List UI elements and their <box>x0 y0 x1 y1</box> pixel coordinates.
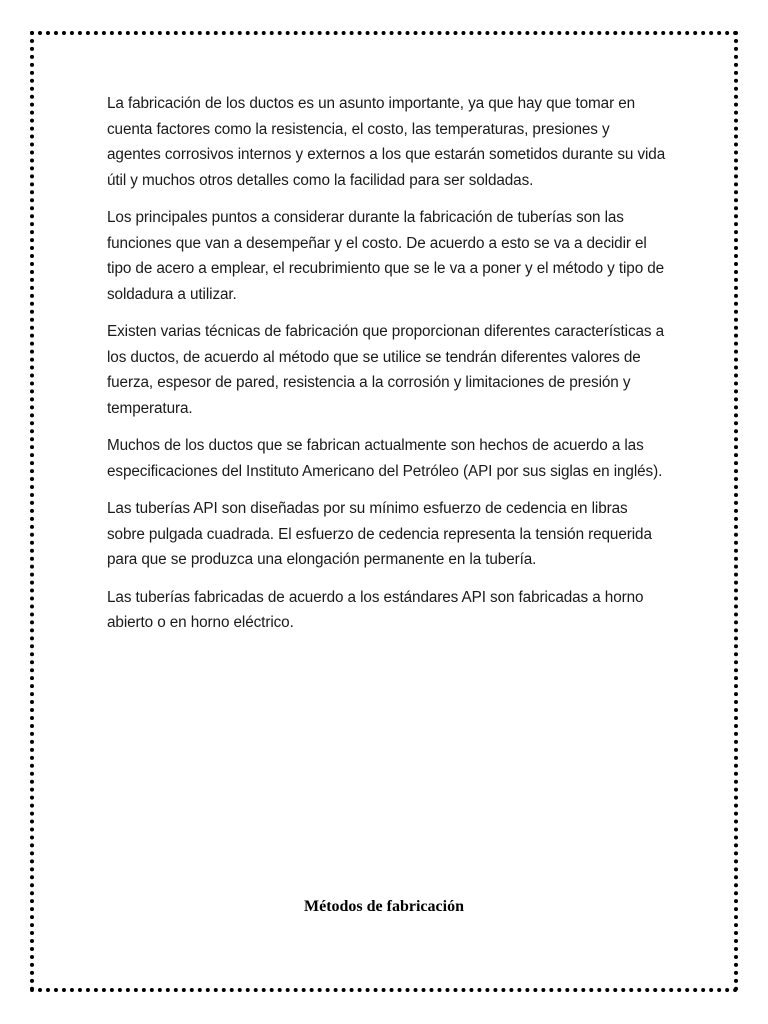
paragraph-4: Muchos de los ductos que se fabrican actualmente son hechos de acuerdo a las especificaciones del Instituto Americano del Petróleo (API por sus siglas en inglés). <box>107 437 663 480</box>
section-heading: Métodos de fabricación <box>304 898 464 915</box>
document-body <box>107 91 667 648</box>
paragraph-2: Los principales puntos a considerar durante la fabricación de tuberías son las funciones que van a desempeñar y el costo. De acuerdo a esto se va a decidir el tipo de acero a emplear, el recubrimiento que se le va a poner y el método y tipo de soldadura a utilizar. <box>107 209 665 303</box>
paragraph-3: Existen varias técnicas de fabricación que proporcionan diferentes características a los ductos, de acuerdo al método que se utilice se tendrán diferentes valores de fuerza, espesor de pared, resistencia a la corrosión y limitaciones de presión y temperatura. <box>107 323 665 417</box>
paragraph-1: La fabricación de los ductos es un asunto importante, ya que hay que tomar en cuenta factores como la resistencia, el costo, las temperaturas, presiones y agentes corrosivos internos y externos a los que estarán sometidos durante su vida útil y muchos otros detalles como la facilidad para ser soldadas. <box>107 95 666 189</box>
paragraph-5: Las tuberías API son diseñadas por su mínimo esfuerzo de cedencia en libras sobre pulgada cuadrada. El esfuerzo de cedencia representa la tensión requerida para que se produzca una elongación permanente en la tubería. <box>107 500 652 568</box>
paragraph-6: Las tuberías fabricadas de acuerdo a los estándares API son fabricadas a horno abierto o en horno eléctrico. <box>107 588 644 631</box>
